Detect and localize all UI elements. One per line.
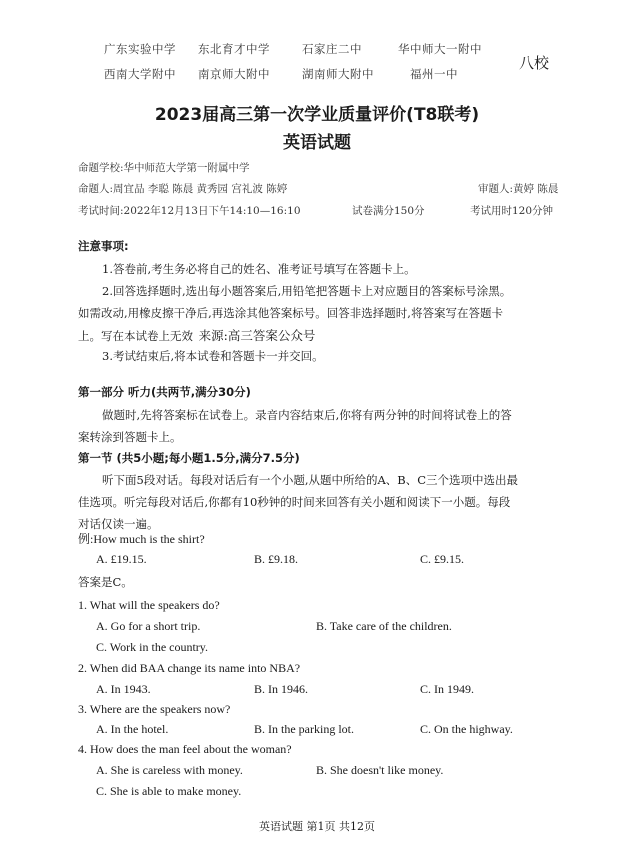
section1-heading: 第一节 (共5小题;每小题1.5分,满分7.5分)	[78, 451, 300, 465]
notes-item-2-end	[78, 326, 315, 344]
part1-intro-cont: 案转涂到答题卡上。	[78, 430, 182, 444]
meta-full-score: 试卷满分150分	[352, 205, 425, 217]
question-1: 1. What will the speakers do?	[78, 598, 220, 612]
notes-heading: 注意事项:	[78, 239, 129, 253]
question-2-option-a: A. In 1943.	[96, 682, 151, 696]
meta-school: 命题学校:华中师范大学第一附属中学	[78, 162, 250, 174]
meta-reviewers: 审题人:黄婷 陈晨	[478, 183, 559, 195]
question-4-option-a: A. She is careless with money.	[96, 763, 243, 777]
question-4: 4. How does the man feel about the woman?	[78, 742, 292, 756]
page-footer: 英语试题 第1页 共12页	[259, 820, 375, 833]
notes-item-1: 1.答卷前,考生务必将自己的姓名、准考证号填写在答题卡上。	[102, 262, 416, 276]
school-name: 福州一中	[410, 67, 458, 81]
section1-instructions-cont: 佳选项。听完每段对话后,你都有10秒钟的时间来回答有关小题和阅读下一小题。每段	[78, 495, 511, 509]
meta-exam-time: 考试时间:2022年12月13日下午14:10—16:10	[78, 205, 301, 217]
notes-item-2-cont: 如需改动,用橡皮擦干净后,再选涂其他答案标号。回答非选择题时,将答案写在答题卡	[78, 306, 503, 320]
question-2-option-b: B. In 1946.	[254, 682, 308, 696]
school-name: 华中师大一附中	[398, 42, 482, 56]
watermark-text: 来源:高三答案公众号	[198, 328, 316, 343]
school-name: 南京师大附中	[198, 67, 270, 81]
section1-instructions-end: 对话仅读一遍。	[78, 517, 159, 531]
part1-intro: 做题时,先将答案标在试卷上。录音内容结束后,你将有两分钟的时间将试卷上的答	[102, 408, 512, 422]
question-3: 3. Where are the speakers now?	[78, 702, 231, 716]
question-3-option-c: C. On the highway.	[420, 722, 513, 736]
example-option-c: C. £9.15.	[420, 552, 465, 566]
meta-duration: 考试用时120分钟	[470, 205, 554, 217]
question-1-option-b: B. Take care of the children.	[316, 619, 452, 633]
example-question: 例:How much is the shirt?	[78, 532, 205, 546]
notes-item-3: 3.考试结束后,将本试卷和答题卡一并交回。	[102, 349, 324, 363]
notes-item-2: 2.回答选择题时,选出每小题答案后,用铅笔把答题卡上对应题目的答案标号涂黑。	[102, 284, 512, 298]
question-3-option-b: B. In the parking lot.	[254, 722, 354, 736]
section1-instructions: 听下面5段对话。每段对话后有一个小题,从题中所给的A、B、C三个选项中选出最	[102, 473, 519, 487]
page-title: 2023届高三第一次学业质量评价(T8联考)	[154, 105, 480, 125]
part1-heading: 第一部分 听力(共两节,满分30分)	[78, 385, 251, 399]
page-subtitle: 英语试题	[283, 133, 351, 153]
meta-authors: 命题人:周宜品 李聪 陈晨 黄秀园 宫礼波 陈婷	[78, 183, 288, 195]
group-label: 八校	[519, 54, 550, 72]
question-1-option-a: A. Go for a short trip.	[96, 619, 201, 633]
example-option-a: A. £19.15.	[96, 552, 147, 566]
school-name: 东北育才中学	[198, 42, 270, 56]
example-answer: 答案是C。	[78, 575, 133, 589]
question-2: 2. When did BAA change its name into NBA?	[78, 661, 301, 675]
school-name: 广东实验中学	[104, 42, 176, 56]
example-option-b: B. £9.18.	[254, 552, 299, 566]
question-1-option-c: C. Work in the country.	[96, 640, 209, 654]
school-name: 西南大学附中	[104, 67, 176, 81]
question-3-option-a: A. In the hotel.	[96, 722, 169, 736]
school-name: 湖南师大附中	[302, 67, 374, 81]
school-name: 石家庄二中	[302, 42, 362, 56]
notes-item-2-tail: 上。写在本试卷上无效	[78, 329, 193, 343]
question-4-option-c: C. She is able to make money.	[96, 784, 242, 798]
question-2-option-c: C. In 1949.	[420, 682, 474, 696]
question-4-option-b: B. She doesn't like money.	[316, 763, 444, 777]
